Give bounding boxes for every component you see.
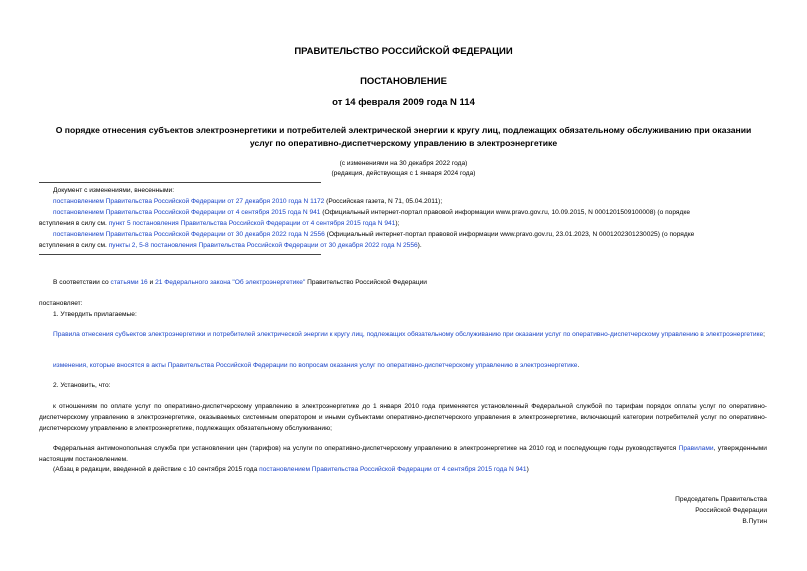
- edition-changes: (с изменениями на 30 декабря 2022 года): [339, 160, 468, 167]
- amendment-2-link[interactable]: постановлением Правительства Российской Федерации от 4 сентября 2015 года N 941: [53, 209, 321, 216]
- edition-note-tail: ): [526, 466, 529, 473]
- amendment-3-cont: [39, 240, 422, 251]
- amendment-3-link[interactable]: постановлением Правительства Российской Федерации от 30 декабря 2022 года N 2556: [53, 231, 325, 238]
- rules-ref-link[interactable]: Правилами: [678, 445, 714, 452]
- rules-tail: ;: [763, 331, 766, 338]
- item-1: 1. Утвердить прилагаемые:: [53, 311, 137, 318]
- amendments-intro: Документ с изменениями, внесенными:: [53, 187, 175, 194]
- law-title-link[interactable]: 21 Федерального закона "Об электроэнергетике": [155, 279, 306, 286]
- amendment-1: [53, 196, 442, 207]
- item-2: 2. Установить, что:: [53, 382, 111, 389]
- edition-note-link[interactable]: постановлением Правительства Российской Федерации от 4 сентября 2015 года N 941: [259, 466, 527, 473]
- edition-note: [53, 464, 529, 475]
- fas-pre: Федеральная антимонопольная служба при установлении цен (тарифов) на услуги по оперативно-диспетчерскому управлению в электроэнергетике на 2010 год и последующие годы руководствуется: [53, 445, 679, 452]
- amendment-3-source: (Официальный интернет-портал правовой информации www.pravo.gov.ru, 23.01.2023, N 0001202301230025) (о порядке: [324, 231, 695, 238]
- fas-paragraph: [39, 443, 767, 465]
- amendment-2-entry-pre: вступления в силу см.: [39, 220, 109, 227]
- amendment-2-source: (Официальный интернет-портал правовой информации www.pravo.gov.ru, 10.09.2015, N 0001201509100008) (о порядке: [320, 209, 690, 216]
- signature-position: Председатель Правительства: [675, 496, 767, 503]
- document-title-line-1: О порядке отнесения субъектов электроэнергетики и потребителей электрической энергии к кругу лиц, подлежащих обязательному обслуживанию при оказании: [55, 125, 752, 135]
- rules-link[interactable]: Правила отнесения субъектов электроэнергетики и потребителей электрической энергии к кругу лиц, подлежащих обязательному обслуживанию при оказании услуг по оперативно-диспетчерскому управлению в электроэнергетике: [53, 331, 764, 338]
- government-heading: ПРАВИТЕЛЬСТВО РОССИЙСКОЙ ФЕДЕРАЦИИ: [294, 46, 513, 57]
- signature-country: Российской Федерации: [695, 507, 767, 514]
- document-type: ПОСТАНОВЛЕНИЕ: [360, 76, 447, 87]
- document-date-number: от 14 февраля 2009 года N 114: [332, 97, 475, 108]
- fas-tail: , утвержденными настоящим постановлением.: [39, 445, 767, 463]
- legal-basis: [53, 277, 427, 288]
- document-title-line-2: услуг по оперативно-диспетчерскому управлению в электроэнергетике: [249, 138, 558, 148]
- amendment-3-entry-tail: ).: [417, 242, 422, 249]
- amendment-3: [53, 229, 694, 240]
- amendment-2-entry-tail: );: [395, 220, 400, 227]
- changes-link[interactable]: изменения, которые вносятся в акты Правительства Российской Федерации по вопросам оказания услуг по оперативно-диспетчерскому управлению в электроэнергетике: [53, 362, 578, 369]
- rules-paragraph: [39, 329, 767, 340]
- amendment-3-entry-pre: вступления в силу см.: [39, 242, 109, 249]
- edition-effective: (редакция, действующая с 1 января 2024 года): [331, 170, 476, 177]
- resolves-label: постановляет:: [39, 300, 83, 307]
- amendment-2-entry-link[interactable]: пункт 5 постановления Правительства Российской Федерации от 4 сентября 2015 года N 941: [108, 220, 396, 227]
- legal-basis-pre: В соответствии со: [53, 279, 111, 286]
- amendment-1-source: (Российская газета, N 71, 05.04.2011);: [324, 198, 443, 205]
- legal-basis-and: и: [147, 279, 156, 286]
- amendment-1-link[interactable]: постановлением Правительства Российской Федерации от 27 декабря 2010 года N 1172: [53, 198, 325, 205]
- law-articles-link[interactable]: статьями 16: [110, 279, 148, 286]
- signature-block: [675, 494, 767, 527]
- payment-paragraph: к отношениям по оплате услуг по оперативно-диспетчерскому управлению в электроэнергетике до 1 января 2010 года применяется установленный Федеральной службой по тарифам порядок оплаты услуг по оперативно-диспетчерскому управлению в электроэнергетике, оказываемых системным оператором и иными субъектами оперативно-диспетчерского управления в электроэнергетике, включающий категории потребителей услуг по оперативно-диспетчерскому управлению в электроэнергетике, подлежащих обязательному обслуживанию;: [39, 403, 767, 432]
- amendment-2-cont: [39, 218, 399, 229]
- signature-name: В.Путин: [742, 518, 767, 525]
- amendments-top-rule: [39, 182, 321, 183]
- changes-paragraph: [39, 360, 767, 371]
- amendments-bottom-rule: [39, 254, 321, 255]
- amendment-3-entry-link[interactable]: пункты 2, 5-8 постановления Правительства Российской Федерации от 30 декабря 2022 года N 2556: [108, 242, 418, 249]
- legal-basis-tail: Правительство Российской Федерации: [305, 279, 427, 286]
- amendment-2: [53, 207, 690, 218]
- edition-note-pre: (Абзац в редакции, введенной в действие с 10 сентября 2015 года: [53, 466, 260, 473]
- changes-tail: .: [577, 362, 580, 369]
